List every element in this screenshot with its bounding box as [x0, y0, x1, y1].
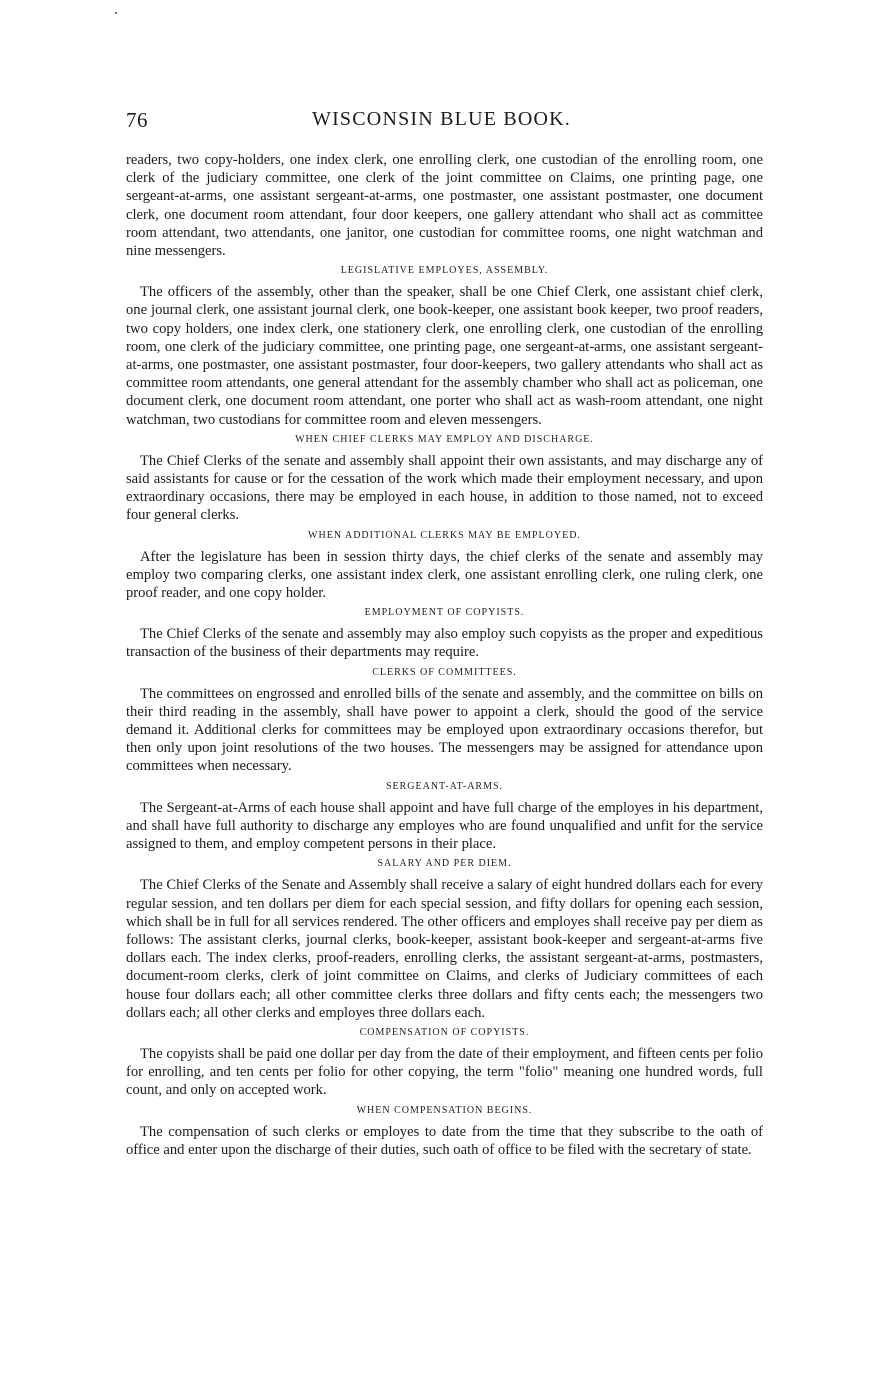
print-speck [115, 12, 117, 14]
heading-copyist-compensation: COMPENSATION OF COPYISTS. [359, 1026, 530, 1038]
paragraph-compensation-begins: The compensation of such clerks or employes to date from the time that they subscribe to the oath of office and enter upon the discharge of their duties, such oath of office to be filed with the secretary of state. [126, 1123, 763, 1158]
body-text [126, 151, 763, 1159]
paragraph-assembly-employes: The officers of the assembly, other than the speaker, shall be one Chief Clerk, one assistant chief clerk, one journal clerk, one assistant journal clerk, one book-keeper, one assistant book keeper, two proof readers, two copy holders, one index clerk, one stationery clerk, one enrolling clerk, one custodian of the enrolling room, one clerk of the judiciary committee, one printing page, one sergeant-at-arms, one assistant sergeant-at-arms, one postmaster, one assistant postmaster, four door-keepers, two gallery attendants who shall act as committee room attendants, one general attendant for the assembly chamber who shall act as policeman, one document clerk, one document room attendant, one porter who shall act as wash-room attendant, one night watchman, two custodians for committee room and eleven messengers. [126, 284, 763, 428]
heading-assembly-employes: LEGISLATIVE EMPLOYES, ASSEMBLY. [340, 265, 549, 277]
page-header [126, 108, 766, 138]
heading-additional-clerks: WHEN ADDITIONAL CLERKS MAY BE EMPLOYED. [308, 529, 581, 541]
heading-sergeant-at-arms: SERGEANT-AT-ARMS. [385, 780, 504, 792]
heading-salary: SALARY AND PER DIEM. [377, 858, 512, 870]
running-title: WISCONSIN BLUE BOOK. [312, 108, 571, 130]
paragraph-salary: The Chief Clerks of the Senate and Assembly shall receive a salary of eight hundred dollars each for every regular session, and ten dollars per diem for each special session, and fifty dollars for opening each session, which shall be in full for all services rendered. The other officers and employes shall receive pay per diem as follows: The assistant clerks, journal clerks, book-keeper, assistant book-keeper and sergeant-at-arms five dollars each. The index clerks, proof-readers, enrolling clerks, the assistant sergeant-at-arms, postmasters, document-room clerks, clerk of joint committee on Claims, and clerks of Judiciary committees of each house four dollars each; all other committee clerks three dollars and fifty cents each; the messengers two dollars each; all other clerks and employes three dollars each. [126, 877, 763, 1021]
paragraph-copyist-compensation: The copyists shall be paid one dollar per day from the date of their employment, and fifteen cents per folio for enrolling, and ten cents per folio for other copying, the term "folio" meaning one hundred words, full count, and only on accepted work. [126, 1045, 763, 1099]
paragraph-additional-clerks: After the legislature has been in session thirty days, the chief clerks of the senate and assembly may employ two comparing clerks, one assistant index clerk, one assistant enrolling clerk, one ruling clerk, one proof reader, and one copy holder. [126, 548, 763, 602]
heading-copyists: EMPLOYMENT OF COPYISTS. [364, 607, 525, 619]
heading-committee-clerks: CLERKS OF COMMITTEES. [372, 666, 517, 678]
paragraph-committee-clerks: The committees on engrossed and enrolled bills of the senate and assembly, and the committee on bills on their third reading in the assembly, shall have power to appoint a clerk, should the good of the service demand it. Additional clerks for committees may be employed upon extraordinary occasions therefor, but then only upon joint resolutions of the two houses. The messengers may be assigned for attendance upon committees when necessary. [126, 685, 763, 775]
paragraph-chief-clerks: The Chief Clerks of the senate and assembly shall appoint their own assistants, and may discharge any of said assistants for cause or for the cessation of the work which made their employment necessary, and upon extraordinary occasions, there may be employed in each house, in addition to those named, not to exceed four general clerks. [126, 452, 763, 524]
page-number: 76 [126, 108, 148, 132]
heading-chief-clerks: WHEN CHIEF CLERKS MAY EMPLOY AND DISCHARGE. [295, 433, 594, 445]
paragraph-continued: readers, two copy-holders, one index clerk, one enrolling clerk, one custodian of the enrolling room, one clerk of the judiciary committee, one clerk of the joint committee on Claims, one printing page, one sergeant-at-arms, one assistant sergeant-at-arms, one postmaster, one assistant postmaster, one document clerk, one document room attendant, four door keepers, one gallery attendant who shall act as committee room attendant, two attendants, one janitor, one custodian for committee rooms, one night watchman and nine messengers. [126, 152, 763, 260]
heading-compensation-begins: WHEN COMPENSATION BEGINS. [356, 1104, 533, 1116]
paragraph-sergeant-at-arms: The Sergeant-at-Arms of each house shall appoint and have full charge of the employes in his department, and shall have full authority to discharge any employes who are found unqualified and unfit for the service assigned to them, and employ competent persons in their place. [126, 799, 763, 853]
paragraph-copyists: The Chief Clerks of the senate and assembly may also employ such copyists as the proper and expeditious transaction of the business of their departments may require. [126, 626, 763, 661]
